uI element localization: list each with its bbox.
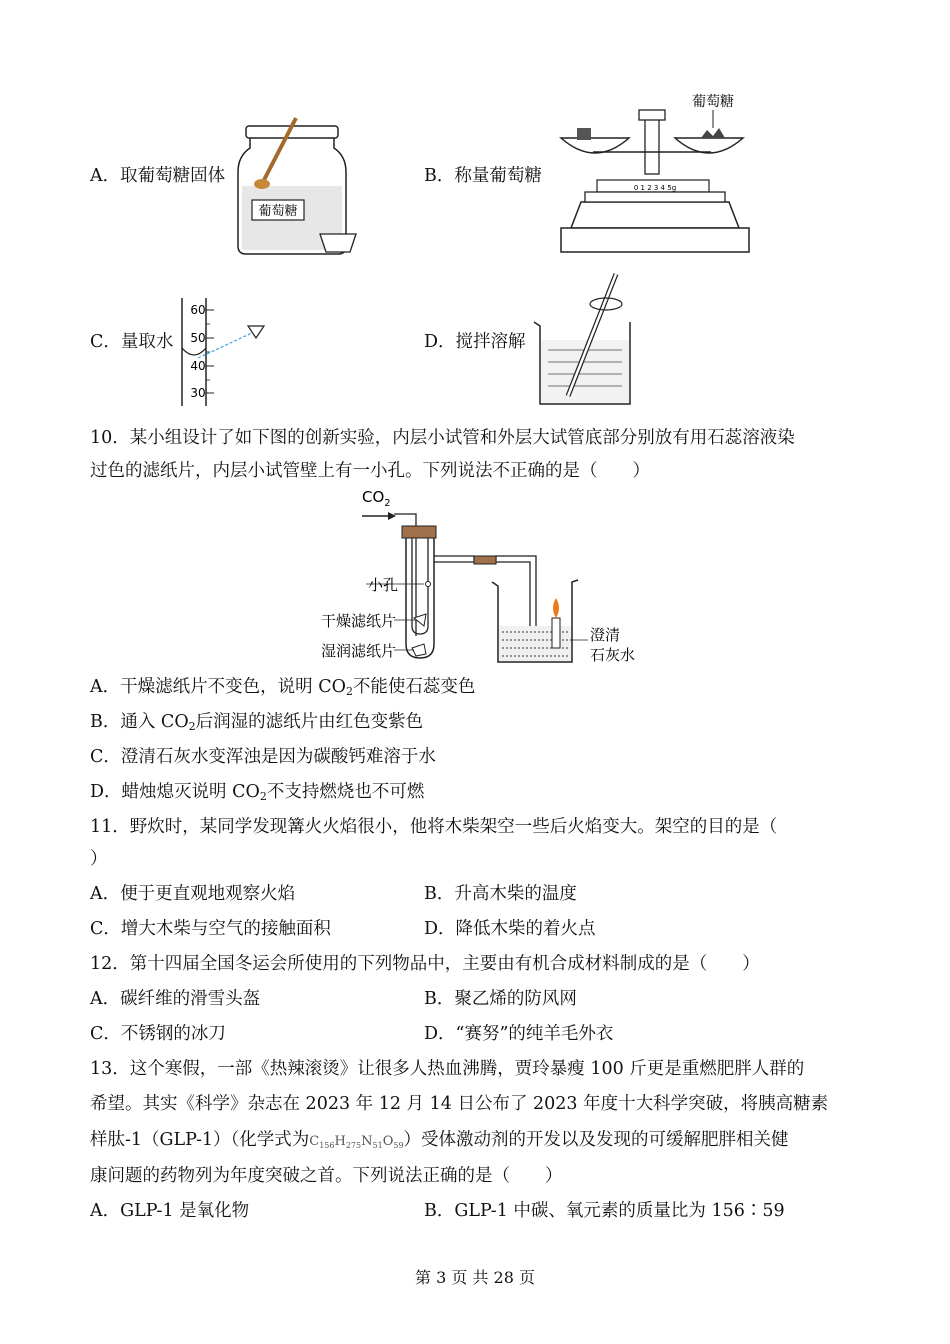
co2-label: $CO_2$ bbox=[362, 488, 391, 509]
limewater-label-2: 石灰水 bbox=[590, 646, 636, 664]
q10-stem-line2: 过色的滤纸片，内层小试管壁上有一小孔。下列说法不正确的是（ ） bbox=[90, 461, 650, 481]
co2-experiment-figure bbox=[306, 486, 646, 666]
weighing-dish bbox=[320, 234, 356, 252]
q10-option-d: D．蜡烛熄灭说明 $CO_2$不支持燃烧也不可燃 bbox=[90, 782, 425, 803]
cyl-tick-30: 30 bbox=[190, 386, 206, 400]
q13-option-b: B．GLP-1 中碳、氧元素的质量比为 156∶59 bbox=[424, 1201, 785, 1221]
q12-option-d: D．“赛努”的纯羊毛外衣 bbox=[424, 1024, 614, 1044]
balance-label: 葡萄糖 bbox=[692, 94, 734, 110]
glucose-jar-figure bbox=[232, 108, 362, 258]
q13-stem-line3: 样肽-1（GLP-1）（化学式为$C_{156}H_{275}N_{51}O_{59}$）受体激动剂的开发以及发现的可缓解肥胖相关健 bbox=[90, 1130, 789, 1150]
option-9d: D．搅拌溶解 bbox=[424, 332, 526, 352]
q10-stem-line1: 10．某小组设计了如下图的创新实验，内层小试管和外层大试管底部分别放有用石蕊溶液染 bbox=[90, 428, 795, 448]
limewater-label-1: 澄清 bbox=[590, 626, 621, 644]
q13-stem-line4: 康问题的药物列为年度突破之首。下列说法正确的是（ ） bbox=[90, 1166, 563, 1186]
q10-option-b: B．通入 $CO_2$后润湿的滤纸片由红色变紫色 bbox=[90, 712, 424, 733]
cyl-tick-40: 40 bbox=[190, 359, 206, 373]
q11-option-b: B．升高木柴的温度 bbox=[424, 884, 577, 904]
stirring-beaker-figure bbox=[530, 270, 640, 410]
q12-option-c: C．不锈钢的冰刀 bbox=[90, 1024, 226, 1044]
hole-label: 小孔 bbox=[367, 576, 398, 594]
glp1-formula: $C_{156}H_{275}N_{51}O_{59}$ bbox=[309, 1134, 404, 1150]
q12-option-b: B．聚乙烯的防风网 bbox=[424, 989, 577, 1009]
dry-paper-label: 干燥滤纸片 bbox=[320, 612, 396, 630]
wet-paper-label: 湿润滤纸片 bbox=[320, 642, 396, 660]
page-footer: 第 3 页 共 28 页 bbox=[415, 1268, 535, 1287]
eye-icon bbox=[248, 326, 264, 338]
q13-stem-line2: 希望。其实《科学》杂志在 2023 年 12 月 14 日公布了 2023 年度十大科学突破，将胰高糖素 bbox=[90, 1094, 829, 1114]
option-9a: A．取葡萄糖固体 bbox=[90, 166, 226, 186]
q11-option-d: D．降低木柴的着火点 bbox=[424, 919, 596, 939]
q12-option-a: A．碳纤维的滑雪头盔 bbox=[90, 989, 261, 1009]
q11-stem-line2: ） bbox=[90, 849, 108, 869]
q10-option-c: C．澄清石灰水变浑浊是因为碳酸钙难溶于水 bbox=[90, 747, 436, 767]
q13-stem-line1: 13．这个寒假，一部《热辣滚烫》让很多人热血沸腾，贾玲暴瘦 100 斤更是重燃肥胖人群的 bbox=[90, 1059, 805, 1079]
q11-option-c: C．增大木柴与空气的接触面积 bbox=[90, 919, 331, 939]
q11-option-a: A．便于更直观地观察火焰 bbox=[90, 884, 296, 904]
q11-stem-line1: 11．野炊时，某同学发现篝火火焰很小，他将木柴架空一些后火焰变大。架空的目的是（ bbox=[90, 817, 778, 837]
candle-flame-icon bbox=[553, 598, 559, 618]
q12-stem: 12．第十四届全国冬运会所使用的下列物品中，主要由有机合成材料制成的是（ ） bbox=[90, 954, 760, 974]
graduated-cylinder-figure bbox=[176, 296, 272, 408]
q10-option-a: A．干燥滤纸片不变色，说明 $CO_2$不能使石蕊变色 bbox=[90, 677, 476, 698]
q13-option-a: A．GLP-1 是氧化物 bbox=[90, 1201, 250, 1221]
cyl-tick-50: 50 bbox=[190, 331, 206, 345]
option-9c: C．量取水 bbox=[90, 332, 174, 352]
cyl-tick-60: 60 bbox=[190, 303, 206, 317]
option-9b: B．称量葡萄糖 bbox=[424, 166, 542, 186]
svg-text:0 1 2 3 4 5g: 0 1 2 3 4 5g bbox=[633, 184, 677, 192]
jar-label: 葡萄糖 bbox=[258, 204, 298, 219]
balance-figure bbox=[555, 88, 765, 260]
